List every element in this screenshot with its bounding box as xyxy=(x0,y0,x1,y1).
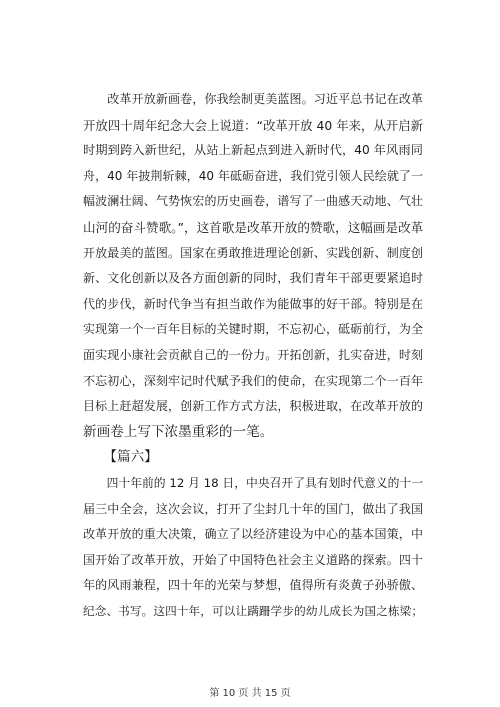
text-line: 四十年前的 12 月 18 日，中央召开了具有划时代意义的十一 xyxy=(83,475,423,490)
text-line: 山河的奋斗赞歌。”，这首歌是改革开放的赞歌，这幅画是改革 xyxy=(83,219,424,235)
body-text xyxy=(83,87,423,624)
text-line: 开放四十周年纪念大会上说道：“改革开放 40 年来，从开启新 xyxy=(83,117,423,133)
page-footer: 第 10 页 共 15 页 xyxy=(209,688,291,699)
section-heading: 【篇六】 xyxy=(83,449,158,466)
text-line: 舟，40 年披荆斩棘，40 年砥砺奋进，我们党引领人民绘就了一 xyxy=(83,168,423,183)
text-line: 改革开放的重大决策，确立了以经济建设为中心的基本国策，中 xyxy=(83,527,423,542)
text-line: 年的风雨兼程，四十年的光荣与梦想，值得所有炎黄子孙骄傲、 xyxy=(83,578,423,593)
text-line: 幅波澜壮阔、气势恢宏的历史画卷，谱写了一曲感天动地、气壮 xyxy=(83,194,423,209)
text-line: 届三中全会，这次会议，打开了尘封几十年的国门，做出了我国 xyxy=(83,501,423,516)
text-line: 改革开放新画卷，你我绘制更美蓝图。习近平总书记在改革 xyxy=(83,92,423,106)
text-line: 新、文化创新以及各方面创新的同时，我们青年干部更要紧追时 xyxy=(83,271,423,286)
text-line: 实现第一个一百年目标的关键时期，不忘初心，砥砺前行，为全 xyxy=(83,322,423,337)
text-line: 面实现小康社会贡献自己的一份力。开拓创新，扎实奋进，时刻 xyxy=(83,347,423,362)
text-line: 目标上赶超发展，创新工作方式方法，积极进取，在改革开放的 xyxy=(83,399,423,414)
text-line: 代的步伐，新时代争当有担当敢作为能做事的好干部。特别是在 xyxy=(83,296,423,311)
text-line: 纪念、书写。这四十年，可以让蹒跚学步的幼儿成长为国之栋梁； xyxy=(83,603,423,618)
text-line: 开放最美的蓝图。国家在勇敢推进理论创新、实践创新、制度创 xyxy=(83,245,423,260)
text-line: 国开始了改革开放，开始了中国特色社会主义道路的探索。四十 xyxy=(83,552,423,567)
text-line: 时期到跨入新世纪，从站上新起点到进入新时代，40 年风雨同 xyxy=(83,143,423,158)
text-line: 新画卷上写下浓墨重彩的一笔。 xyxy=(83,423,274,440)
text-line: 不忘初心，深刻牢记时代赋予我们的使命，在实现第二个一百年 xyxy=(83,373,423,388)
